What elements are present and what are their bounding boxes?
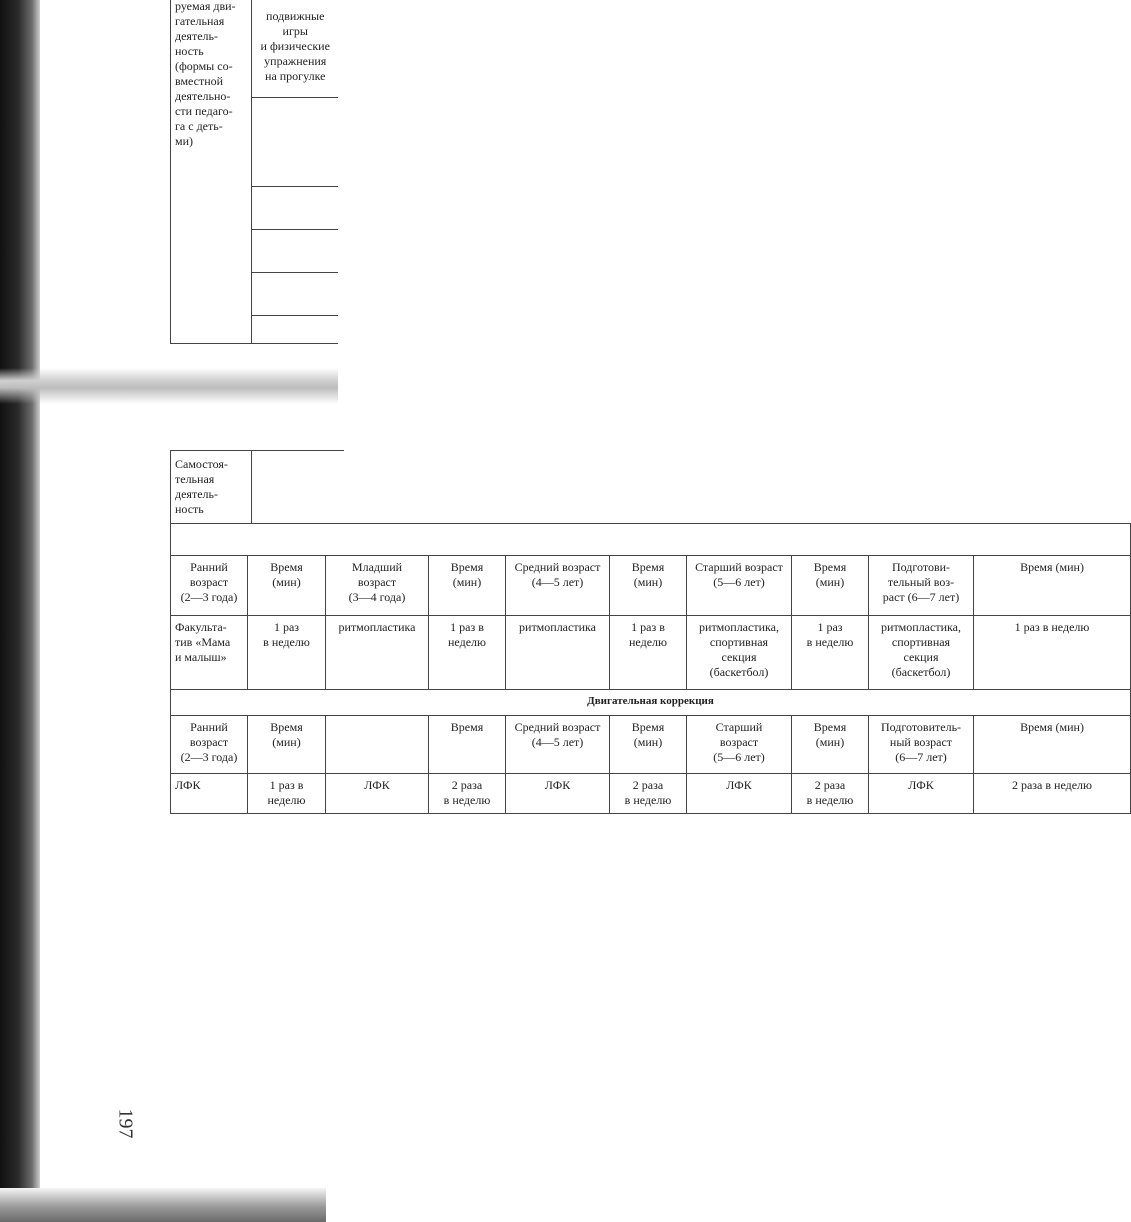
scan-bottom-shadow: [0, 1188, 326, 1222]
table-cell: ритмопластика, спортивная секция (баскетбол): [869, 616, 974, 690]
header-cell: Время (мин): [248, 556, 326, 616]
header-cell: Подготови- тельный воз- раст (6—7 лет): [869, 556, 974, 616]
empty-cell: [252, 272, 338, 315]
page-number: 197: [114, 1108, 137, 1139]
table-cell: ЛФК: [326, 774, 429, 814]
table-cell: Факульта- тив «Мама и малыш»: [171, 616, 248, 690]
table-cell: ЛФК: [869, 774, 974, 814]
activity-fragment-table: [170, 0, 338, 344]
header-cell: Время (мин): [610, 556, 687, 616]
header-cell: Время (мин): [974, 716, 1131, 774]
header-cell: Время (мин): [792, 556, 869, 616]
table-cell: ритмопластика: [326, 616, 429, 690]
schedule-table: [170, 523, 1131, 814]
organized-activity-cell: руемая дви- гательная деятель- ность (формы со- вместной деятельно- сти педаго- га с деть- ми): [171, 0, 252, 343]
table-cell: 2 раза в неделю: [974, 774, 1131, 814]
header-cell: Средний возраст (4—5 лет): [506, 716, 610, 774]
header-cell: Время (мин): [610, 716, 687, 774]
header-cell: Время: [429, 716, 506, 774]
table-cell: ритмопластика: [506, 616, 610, 690]
table-cell: 2 раза в неделю: [792, 774, 869, 814]
header-cell: Ранний возраст (2—3 года): [171, 556, 248, 616]
table-cell: ЛФК: [687, 774, 792, 814]
header-cell: Ранний возраст (2—3 года): [171, 716, 248, 774]
table-cell: 1 раз в неделю: [248, 774, 326, 814]
empty-cell: [252, 186, 338, 229]
header-cell: Старший возраст (5—6 лет): [687, 716, 792, 774]
outdoor-games-cell: подвижные игры и физические упражнения на прогулке: [252, 0, 338, 97]
empty-row: [171, 524, 1131, 556]
empty-cell: [252, 229, 338, 272]
header-cell: Время (мин): [792, 716, 869, 774]
section-title: Двигательная коррекция: [171, 690, 1131, 716]
header-cell: Время (мин): [248, 716, 326, 774]
table-cell: 1 раз в неделю: [610, 616, 687, 690]
table-cell: ЛФК: [171, 774, 248, 814]
table-cell: 1 раз в неделю: [429, 616, 506, 690]
table-cell: 2 раза в неделю: [429, 774, 506, 814]
header-cell: [326, 716, 429, 774]
scan-fold-shadow: [0, 368, 338, 404]
table-cell: 1 раз в неделю: [248, 616, 326, 690]
independent-activity-table: [170, 450, 344, 524]
header-cell: Время (мин): [429, 556, 506, 616]
header-cell: Подготовитель- ный возраст (6—7 лет): [869, 716, 974, 774]
table-cell: 1 раз в неделю: [974, 616, 1131, 690]
empty-cell: [252, 97, 338, 186]
book-spine-shadow: [0, 0, 40, 1222]
independent-activity-cell: Самостоя- тельная деятель- ность: [171, 451, 252, 524]
header-cell: Старший возраст (5—6 лет): [687, 556, 792, 616]
empty-cell: [252, 451, 344, 524]
header-cell: Младший возраст (3—4 года): [326, 556, 429, 616]
table-cell: 2 раза в неделю: [610, 774, 687, 814]
header-cell: Средний возраст (4—5 лет): [506, 556, 610, 616]
table-cell: ритмопластика, спортивная секция (баскетбол): [687, 616, 792, 690]
table-cell: ЛФК: [506, 774, 610, 814]
header-cell: Время (мин): [974, 556, 1131, 616]
table-cell: 1 раз в неделю: [792, 616, 869, 690]
empty-cell: [252, 315, 338, 343]
